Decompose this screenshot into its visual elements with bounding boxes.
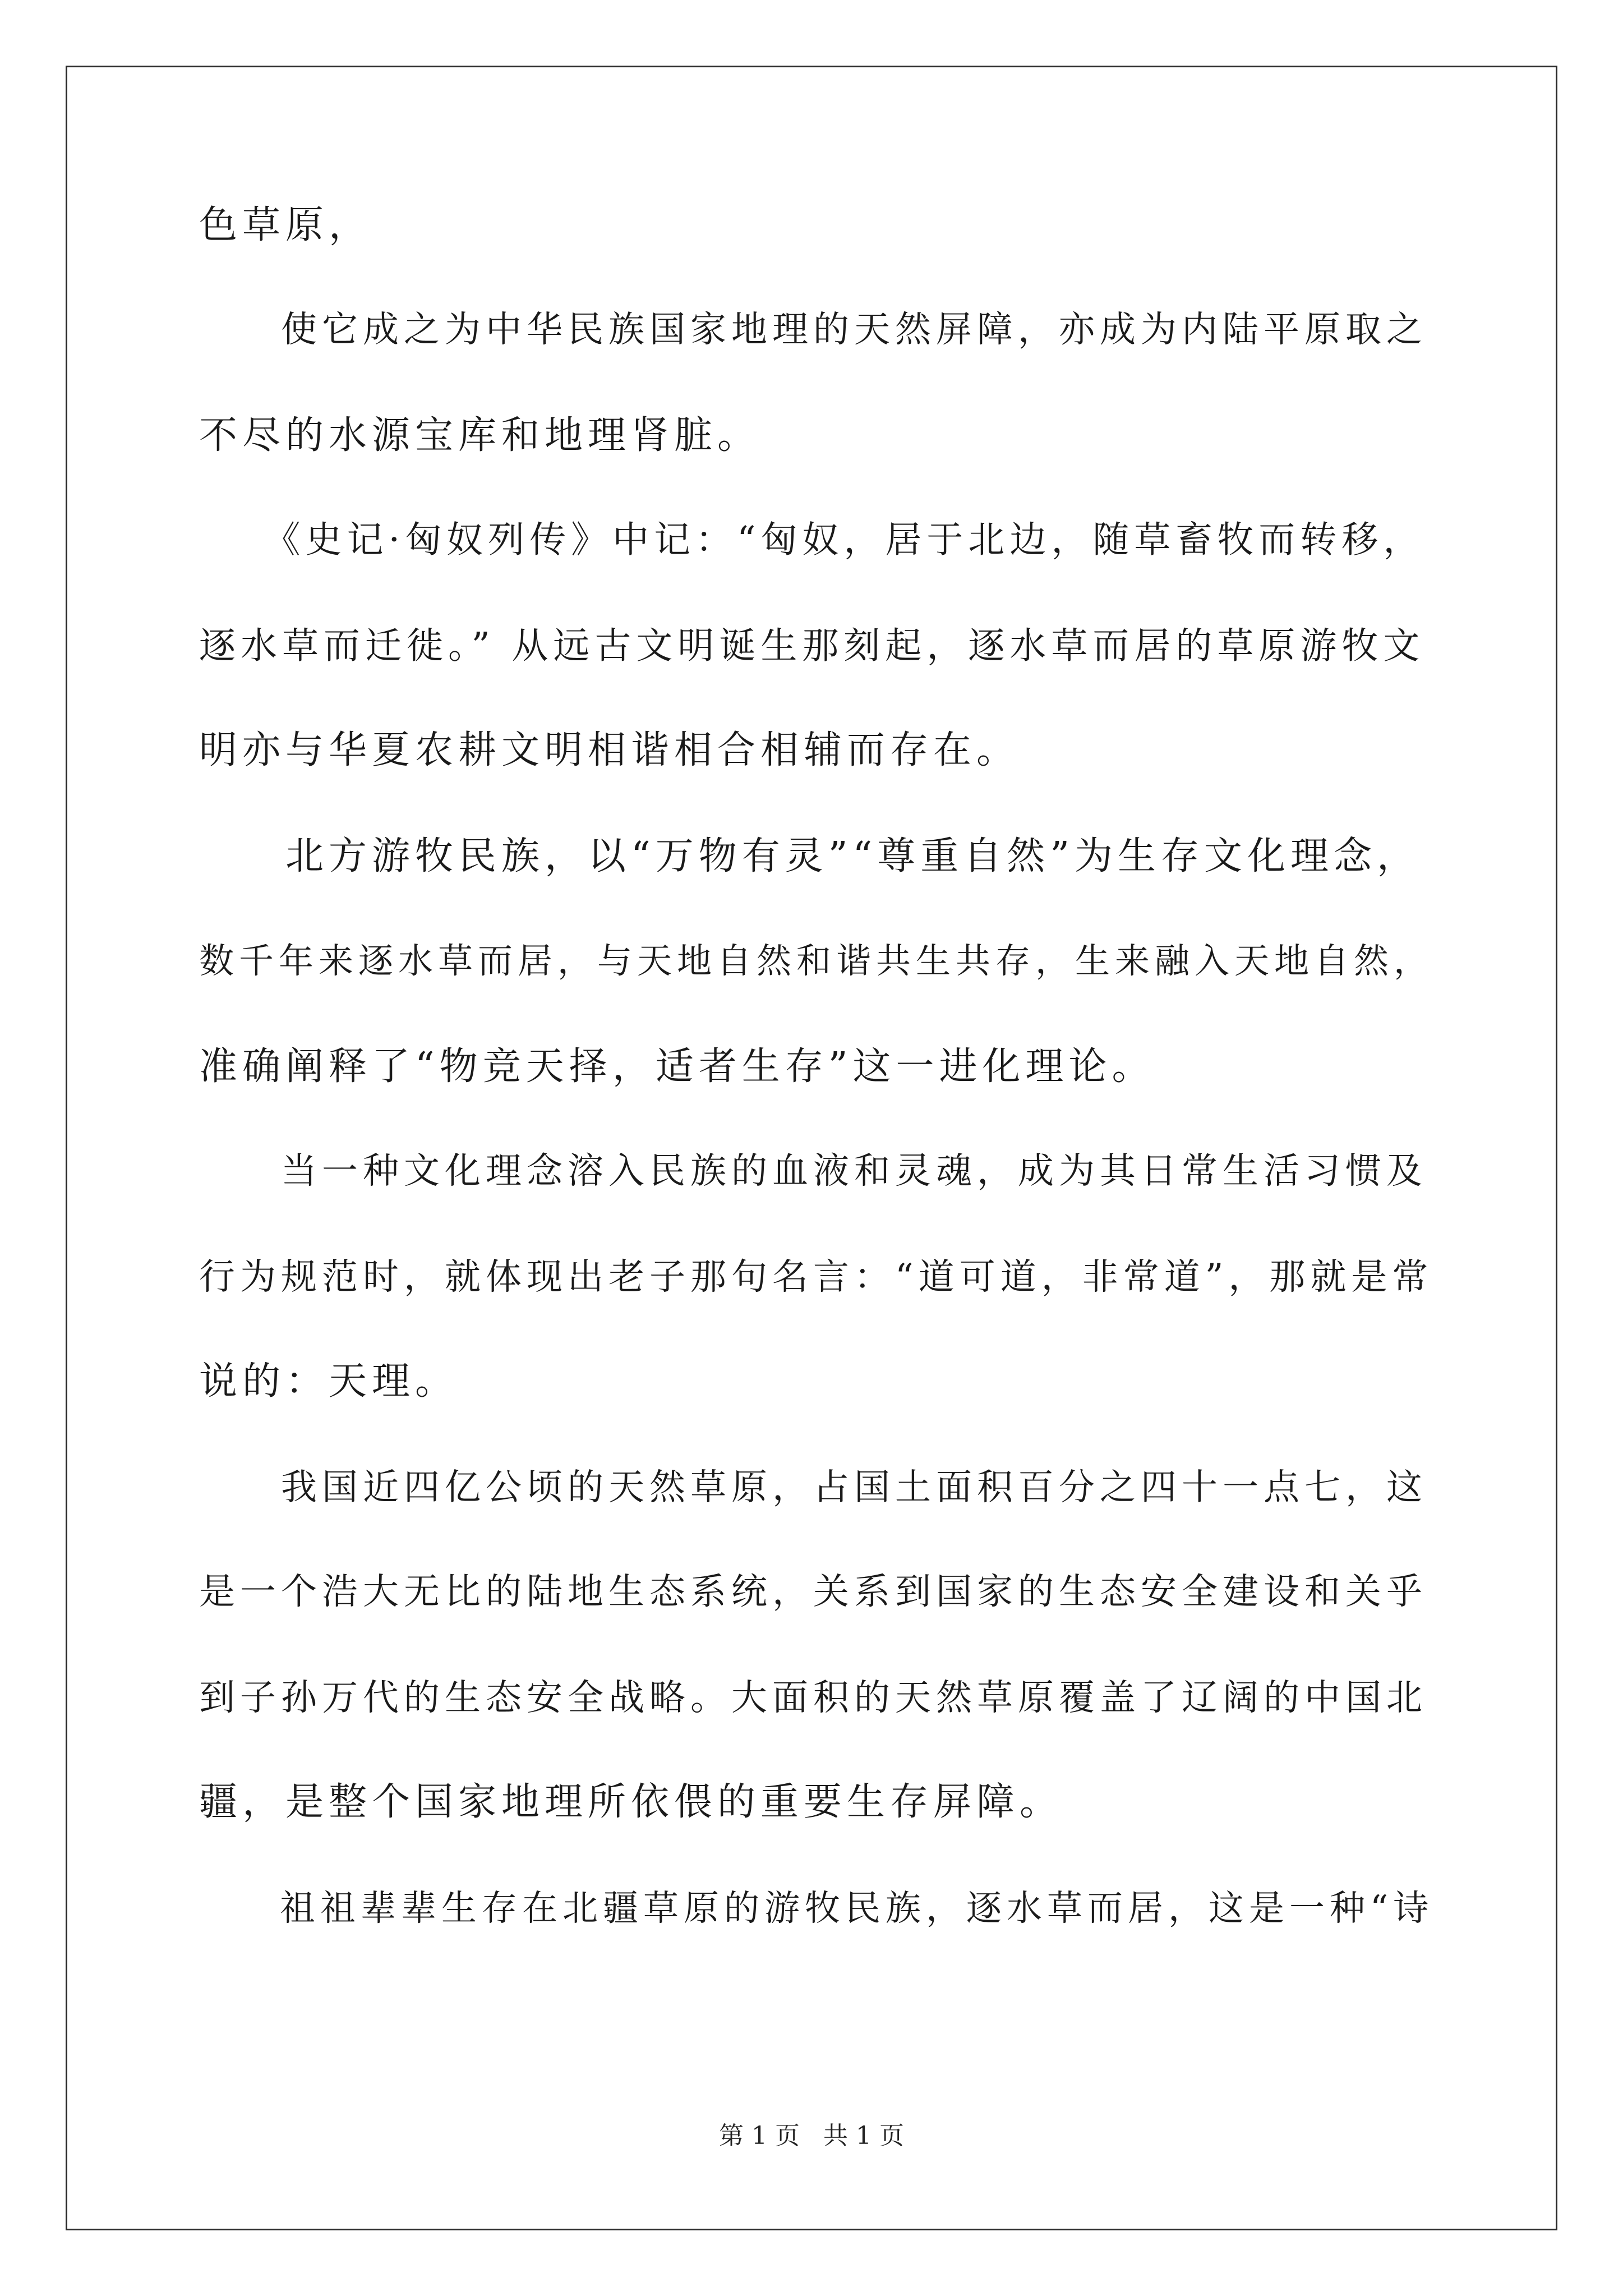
text-line: 说的：天理。: [199, 1359, 459, 1404]
text-line: 明亦与华夏农耕文明相谐相合相辅而存在。: [199, 728, 1020, 772]
page-footer: 第 1 页 共 1 页: [719, 2122, 904, 2150]
text-line: 数千年来逐水草而居，与天地自然和谐共生共存，生来融入天地自然，: [199, 940, 1434, 981]
text-line: 不尽的水源宝库和地理肾脏。: [199, 413, 761, 458]
text-line: 行为规范时，就体现出老子那句名言：“道可道，非常道”，那就是常: [199, 1257, 1433, 1298]
text-line: 当一种文化理念溶入民族的血液和灵魂，成为其日常生活习惯及: [199, 1151, 1427, 1192]
text-line: 使它成之为中华民族国家地理的天然屏障，亦成为内陆平原取之: [199, 309, 1427, 351]
text-line: 我国近四亿公顷的天然草原，占国土面积百分之四十一点七，这: [199, 1467, 1427, 1508]
text-line: 疆，是整个国家地理所依偎的重要生存屏障。: [199, 1780, 1063, 1824]
text-line: 到子孙万代的生态安全战略。大面积的天然草原覆盖了辽阔的中国北: [199, 1677, 1427, 1719]
text-line: 祖祖辈辈生存在北疆草原的游牧民族，逐水草而居，这是一种“诗: [199, 1888, 1434, 1929]
text-line: 色草原，: [199, 203, 372, 247]
text-line: 逐水草而迁徙。” 从远古文明诞生那刻起，逐水草而居的草原游牧文: [199, 625, 1425, 667]
text-line: 北方游牧民族，以“万物有灵”“尊重自然”为生存文化理念，: [199, 834, 1421, 878]
text-line: 准确阐释了“物竞天择，适者生存”这一进化理论。: [199, 1045, 1155, 1089]
text-line: 《史记·匈奴列传》中记：“匈奴，居于北边，随草畜牧而转移，: [199, 519, 1425, 561]
text-line: 是一个浩大无比的陆地生态系统，关系到国家的生态安全建设和关乎: [199, 1571, 1427, 1613]
